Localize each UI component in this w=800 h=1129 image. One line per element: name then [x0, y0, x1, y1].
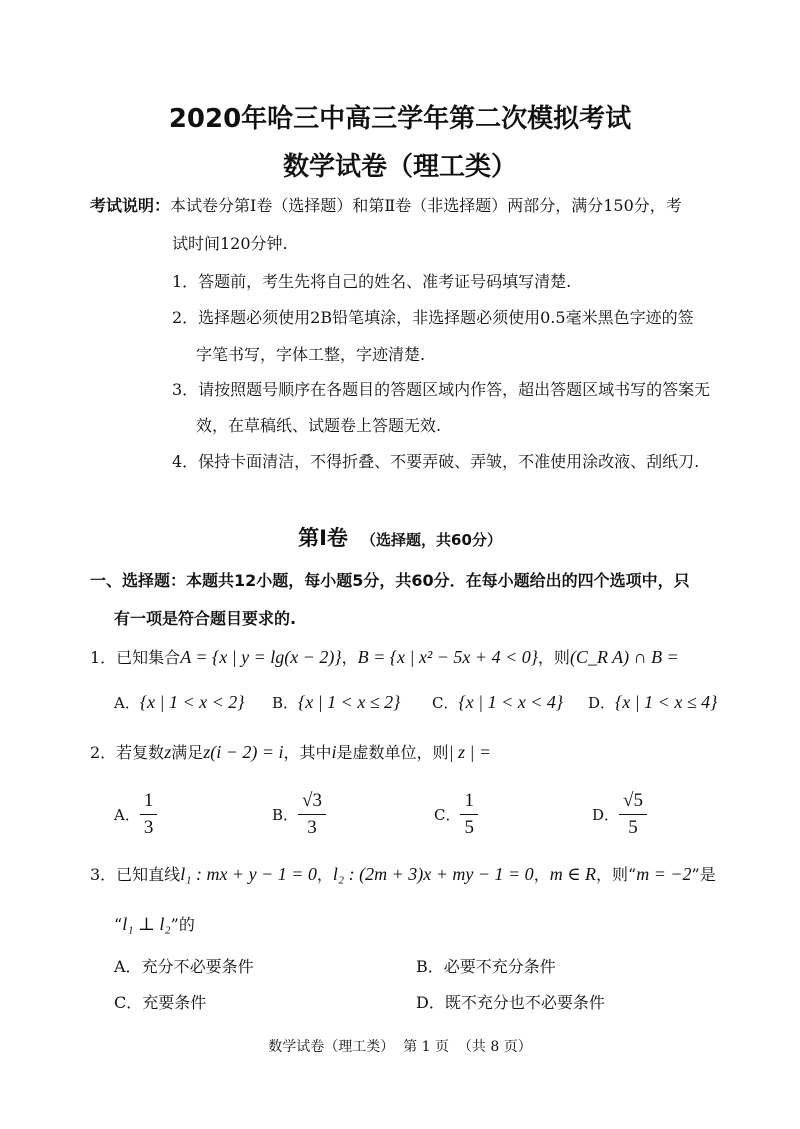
question-2-stem	[90, 740, 491, 763]
q2-option-d[interactable]	[592, 790, 647, 839]
q3-option-c[interactable]	[114, 990, 206, 1013]
q2-option-b[interactable]	[272, 790, 326, 839]
option-text: 必要不充分条件	[443, 957, 556, 976]
q3-perpendicular: l₁ ⊥ l₂	[122, 914, 171, 934]
q2-prefix: 2．若复数	[90, 743, 165, 762]
option-fraction	[460, 790, 478, 839]
instruction-item-3: 3．请按照题号顺序在各题目的答题区域内作答，超出答题区域书写的答案无	[172, 380, 711, 399]
q2-z: z	[164, 742, 172, 762]
option-label: D．	[588, 694, 616, 712]
q2-option-c[interactable]	[434, 790, 478, 839]
instruction-item-1: 1．答题前，考生先将自己的姓名、准考证号码填写清楚.	[172, 272, 572, 291]
option-text: {x | 1 < x ≤ 4}	[615, 692, 718, 712]
option-fraction	[140, 790, 158, 839]
q1-prefix: 1．已知集合	[90, 648, 181, 667]
q1-set-b: B = {x | x² − 5x + 4 < 0}	[357, 647, 538, 667]
q3-of: ”的	[170, 915, 195, 934]
q1-option-b[interactable]	[272, 692, 400, 713]
fraction-numerator: √3	[298, 790, 326, 815]
instructions-line2: 试时间120分钟.	[172, 234, 288, 253]
q1-option-a[interactable]	[114, 692, 244, 713]
q2-where: ，其中	[283, 743, 332, 762]
section-intro-line1: 一、选择题：本题共12小题，每小题5分，共60分．在每小题给出的四个选项中，只	[90, 571, 690, 590]
option-label: B．	[272, 806, 299, 824]
fraction-denominator: 3	[143, 817, 154, 838]
exam-title: 2020年哈三中高三学年第二次模拟考试	[168, 104, 632, 134]
page-footer: 数学试卷（理工类） 第 1 页 （共 8 页）	[268, 1039, 532, 1055]
exam-subtitle: 数学试卷（理工类）	[282, 152, 517, 182]
q3-option-a[interactable]	[114, 954, 254, 977]
instructions-text: 本试卷分第Ⅰ卷（选择题）和第Ⅱ卷（非选择题）两部分，满分150分，考	[170, 196, 682, 215]
option-label: A．	[114, 806, 140, 824]
instruction-item-2-cont: 字笔书写，字体工整，字迹清楚.	[196, 345, 426, 364]
option-fraction	[298, 790, 326, 839]
q2-equation: z(i − 2) = i	[203, 742, 284, 762]
q2-imaginary: 是虚数单位，则	[336, 743, 449, 762]
q1-option-c[interactable]	[432, 692, 563, 713]
q2-satisfies: 满足	[171, 743, 204, 762]
option-label: C．	[434, 806, 461, 824]
q1-set-a: A = {x | y = lg(x − 2)}	[180, 647, 342, 667]
q2-modulus: | z | =	[448, 742, 492, 762]
q3-prefix: 3．已知直线	[90, 865, 181, 884]
option-label: D．	[416, 993, 445, 1012]
fraction-denominator: 5	[464, 817, 474, 838]
q2-i: i	[331, 742, 337, 762]
option-text: 既不充分也不必要条件	[444, 993, 605, 1012]
option-fraction	[619, 790, 647, 839]
q3-then: ，则“	[596, 865, 637, 884]
option-text: {x | 1 < x < 2}	[139, 692, 245, 712]
q3-m-in-r: m ∈ R	[549, 864, 597, 884]
q3-option-b[interactable]	[416, 954, 556, 977]
option-label: A．	[114, 694, 140, 712]
instructions-line1	[90, 193, 682, 216]
q3-line-1: l₁ : mx + y − 1 = 0	[180, 864, 317, 884]
fraction-numerator: √5	[619, 790, 647, 815]
instruction-item-4: 4．保持卡面清洁，不得折叠、不要弄破、弄皱，不准使用涂改液、刮纸刀.	[172, 452, 700, 471]
question-1-stem	[90, 645, 679, 668]
q1-then: ，则	[537, 648, 570, 667]
q3-option-d[interactable]	[416, 990, 605, 1013]
option-label: C．	[114, 993, 143, 1012]
section-heading	[0, 522, 800, 552]
fraction-numerator: 1	[460, 790, 478, 815]
q2-option-a[interactable]	[114, 790, 157, 839]
option-text: 充要条件	[142, 993, 207, 1012]
q3-line-2: l₂ : (2m + 3)x + my − 1 = 0	[332, 864, 534, 884]
option-label: B．	[416, 957, 444, 976]
question-3-stem	[90, 862, 716, 885]
option-text: {x | 1 < x ≤ 2}	[298, 692, 401, 712]
q3-condition: m = −2	[636, 864, 692, 884]
option-text: 充分不必要条件	[141, 957, 254, 976]
q3-sep1: ，	[316, 865, 333, 884]
q3-sep2: ，	[533, 865, 550, 884]
q1-option-d[interactable]	[588, 692, 717, 713]
q1-comma: ，	[341, 648, 358, 667]
instruction-item-2: 2．选择题必须使用2B铅笔填涂，非选择题必须使用0.5毫米黑色字迹的签	[172, 308, 694, 327]
q3-open-quote: “	[114, 915, 123, 934]
q1-expression: (C_R A) ∩ B =	[569, 647, 679, 667]
fraction-numerator: 1	[140, 790, 158, 815]
instruction-item-3-cont: 效，在草稿纸、试题卷上答题无效.	[196, 416, 442, 435]
section-intro-line2: 有一项是符合题目要求的.	[114, 609, 297, 628]
q3-is: ”是	[691, 865, 716, 884]
option-text: {x | 1 < x < 4}	[458, 692, 564, 712]
question-3-stem-line2	[114, 912, 195, 935]
instructions-label: 考试说明：	[90, 196, 171, 215]
option-label: A．	[114, 957, 142, 976]
fraction-denominator: 5	[628, 817, 638, 838]
option-label: B．	[272, 694, 299, 712]
option-label: C．	[432, 694, 459, 712]
section-title: 第Ⅰ卷	[298, 526, 348, 550]
section-subtitle: （选择题，共60分）	[361, 531, 502, 549]
fraction-denominator: 3	[307, 817, 317, 838]
option-label: D．	[592, 806, 620, 824]
